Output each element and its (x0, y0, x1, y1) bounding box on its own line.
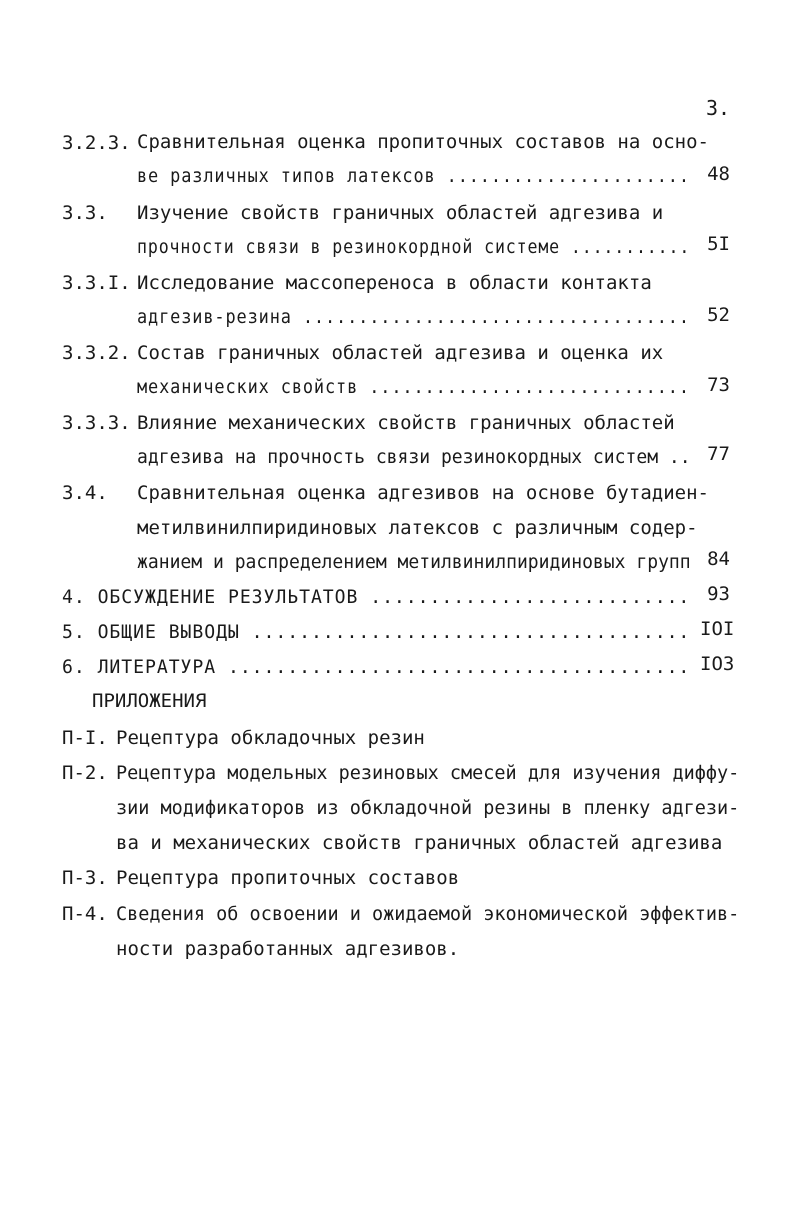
appendix-line: Рецептура обкладочных резин (116, 727, 425, 749)
toc-entry-number: 3.3. (62, 202, 108, 224)
appendix-line: Рецептура модельных резиновых смесей для изучения диффу- (116, 762, 740, 784)
appendix-line: Сведения об освоении и ожидаемой экономической эффектив- (116, 903, 740, 925)
toc-entry-number: 3.3.3. (62, 412, 131, 434)
toc-entry-number: 3.3.2. (62, 342, 131, 364)
appendix-number: П-4. (62, 903, 108, 925)
toc-entry-line: метилвинилпиридиновых латексов с различным содер- (137, 517, 698, 539)
toc-section-page: IOI (700, 618, 735, 640)
toc-entry-line: ве различных типов латексов ...................... (137, 165, 690, 187)
toc-entry-line: адгезив-резина ................................... (137, 306, 690, 328)
toc-entry-number: 3.4. (62, 482, 108, 504)
appendix-line: ва и механических свойств граничных областей адгезива (116, 832, 723, 854)
toc-entry-number: 3.3.I. (62, 272, 131, 294)
toc-section: 5. ОБЩИЕ ВЫВОДЫ ..................................... (62, 621, 691, 643)
toc-entry-line: адгезива на прочность связи резинокордных систем .. (137, 446, 691, 468)
toc-entry-line: Сравнительная оценка адгезивов на основе бутадиен- (137, 482, 709, 504)
toc-entry-line: Изучение свойств граничных областей адгезива и (137, 202, 664, 224)
appendix-line: зии модификаторов из обкладочной резины в пленку адгези- (116, 797, 740, 819)
appendix-number: П-3. (62, 867, 108, 889)
toc-entry-page: 52 (707, 304, 730, 326)
toc-entry-line: Влияние механических свойств граничных областей (137, 412, 675, 434)
toc-entry-line: Исследование массопереноса в области контакта (137, 272, 652, 294)
toc-entry-line: Состав граничных областей адгезива и оценка их (137, 342, 664, 364)
toc-entry-page: 84 (707, 548, 730, 570)
toc-entry-line: механических свойств ............................. (137, 376, 690, 398)
appendix-heading: ПРИЛОЖЕНИЯ (92, 690, 207, 712)
toc-entry-page: 77 (707, 443, 730, 465)
toc-entry-line: прочности связи в резинокордной системе ........... (137, 236, 691, 258)
toc-entry-number: 3.2.3. (62, 132, 131, 154)
toc-section-page: 93 (707, 583, 730, 605)
toc-entry-page: 5I (707, 233, 730, 255)
appendix-number: П-2. (62, 762, 108, 784)
appendix-number: П-I. (62, 727, 108, 749)
toc-entry-page: 73 (707, 374, 730, 396)
toc-section: 4. ОБСУЖДЕНИЕ РЕЗУЛЬТАТОВ ........................... (62, 586, 691, 608)
toc-entry-line: жанием и распределением метилвинилпиридиновых групп (137, 551, 691, 573)
page-number: 3. (706, 96, 731, 120)
toc-entry-line: Сравнительная оценка пропиточных составов на осно- (137, 131, 709, 153)
toc-section-page: IO3 (700, 653, 735, 675)
toc-section: 6. ЛИТЕРАТУРА ....................................... (62, 656, 691, 678)
toc-entry-page: 48 (707, 163, 730, 185)
appendix-line: Рецептура пропиточных составов (116, 867, 460, 889)
appendix-line: ности разработанных адгезивов. (116, 938, 460, 960)
